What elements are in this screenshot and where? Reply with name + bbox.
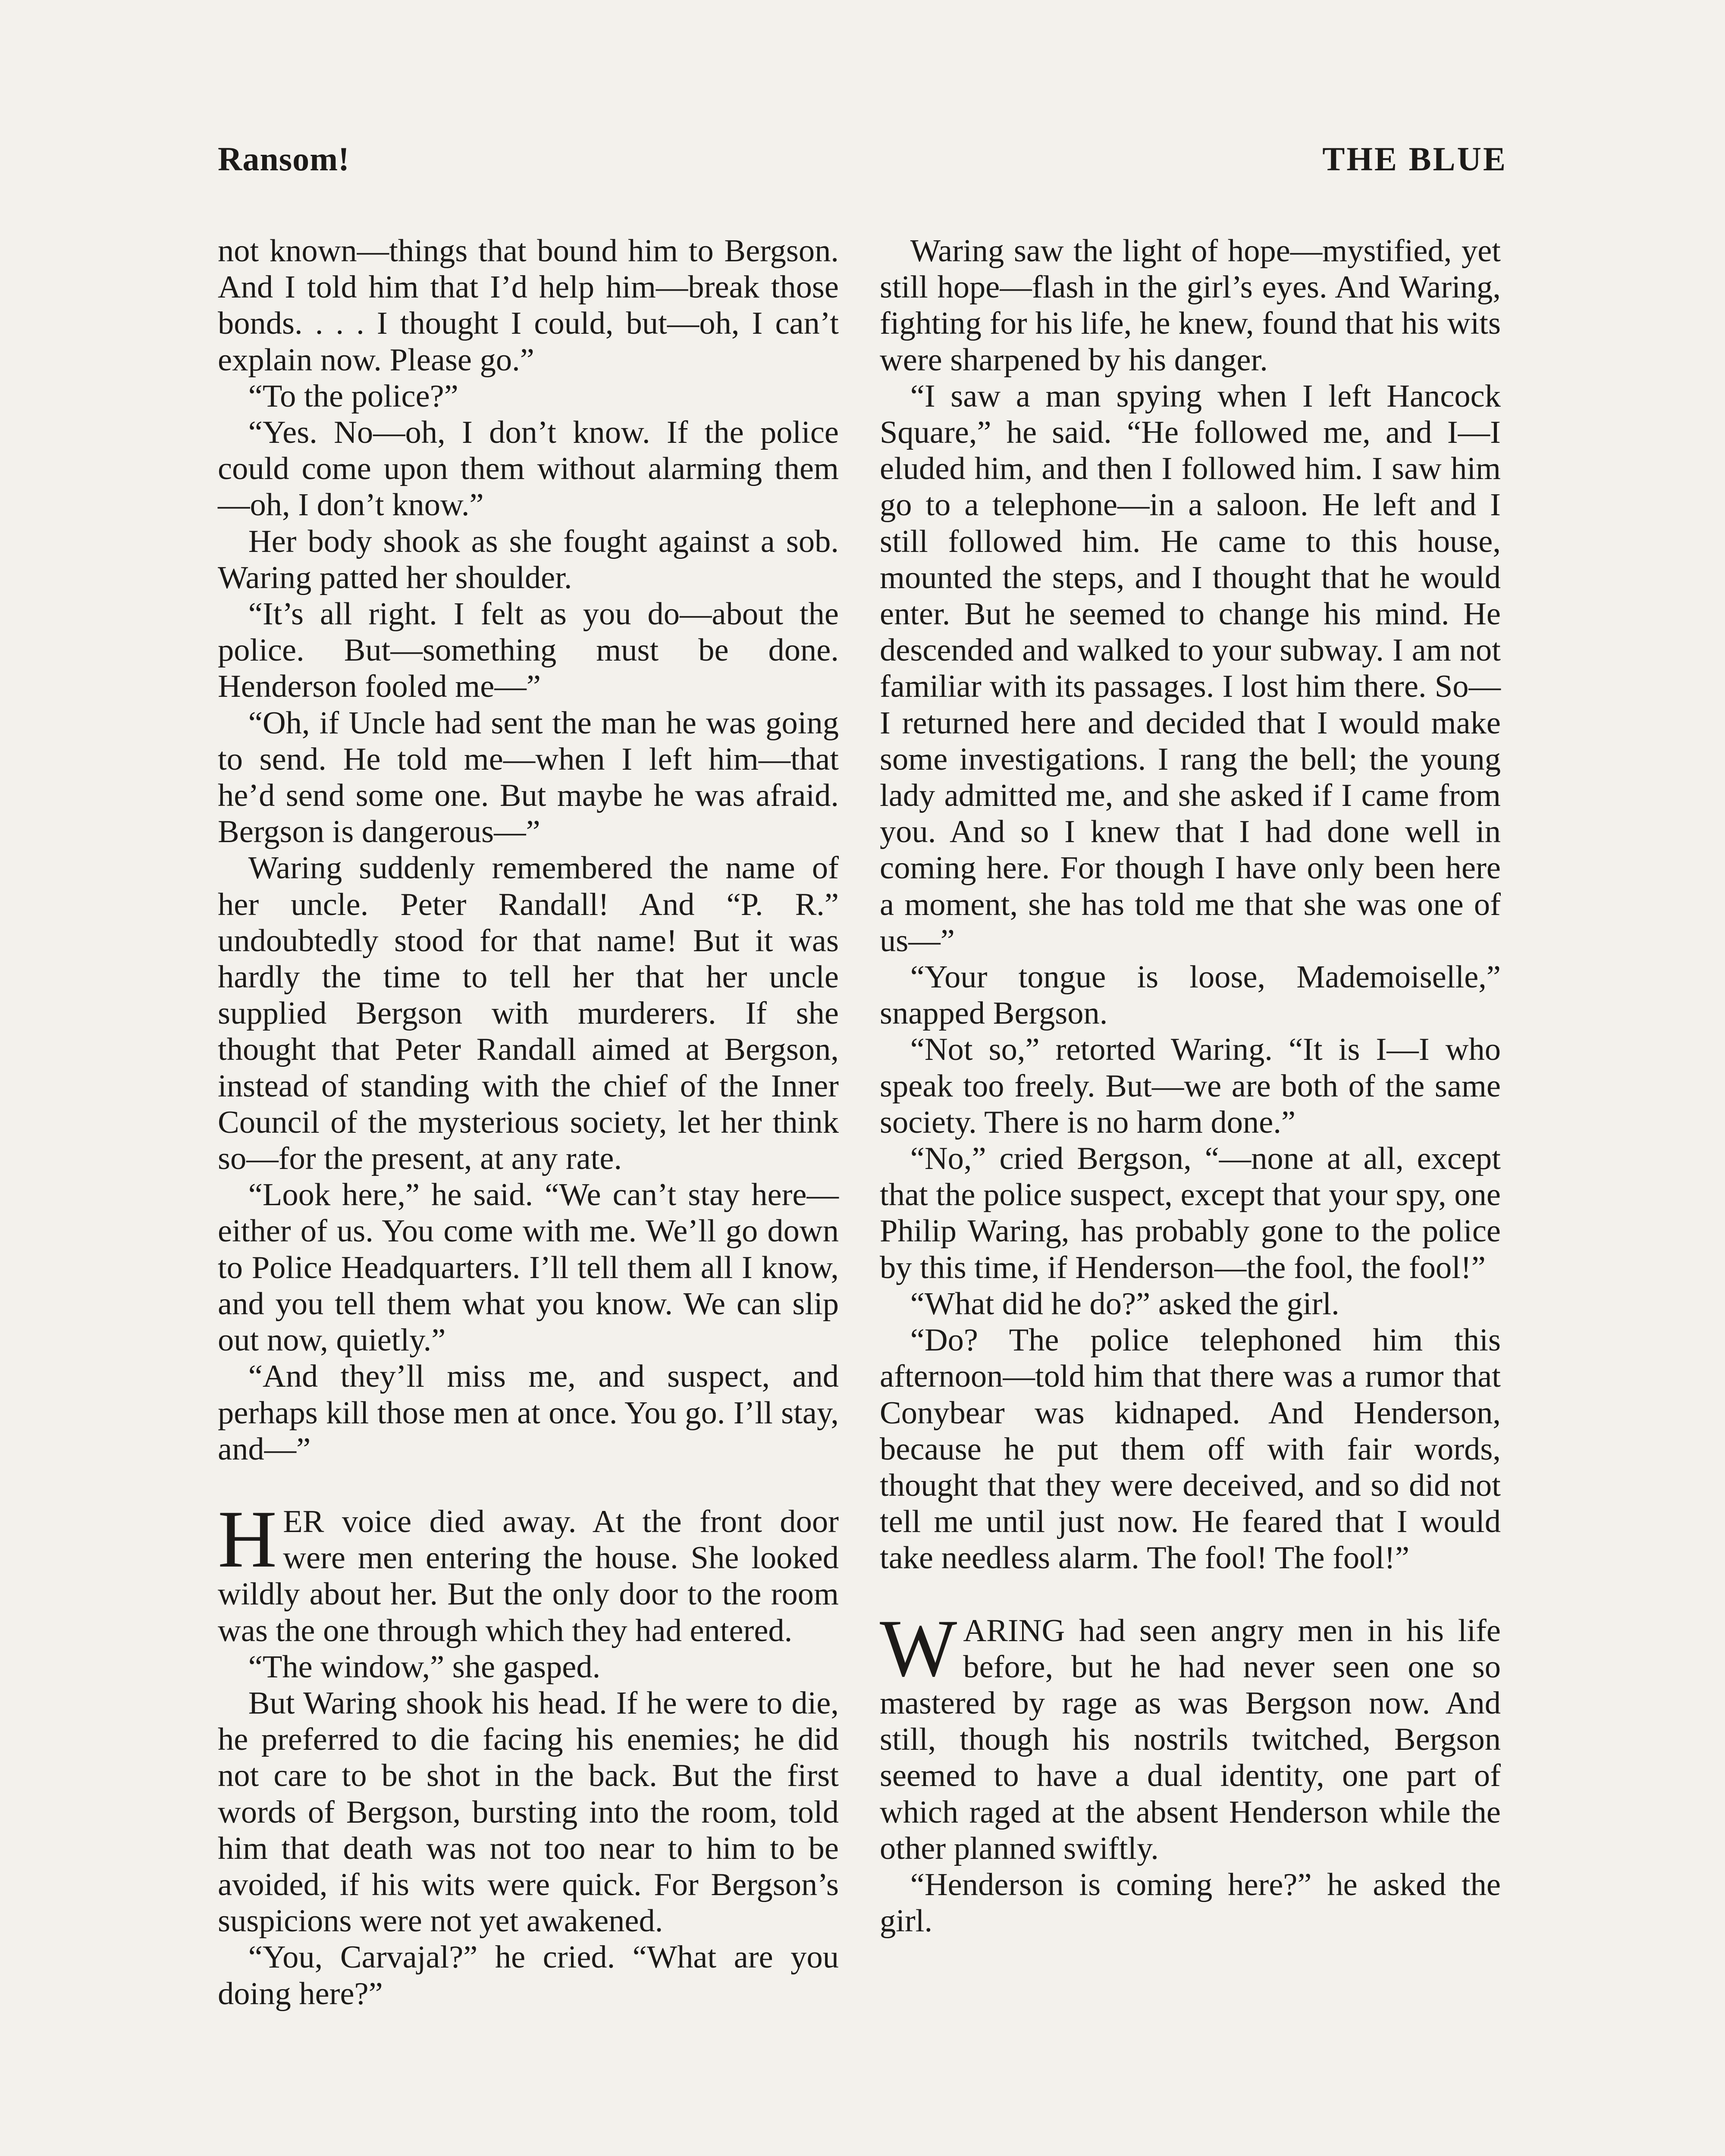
running-head-title: Ransom! [218,140,350,178]
left-column [218,233,839,2012]
paragraph: “Your tongue is loose, Mademoiselle,” snapped Bergson. [880,959,1501,1031]
paragraph: “Henderson is coming here?” he asked the girl. [880,1867,1501,1939]
paragraph: “You, Carvajal?” he cried. “What are you doing here?” [218,1940,839,2012]
paragraph: “And they’ll miss me, and suspect, and perhaps kill those men at once. You go. I’ll stay, and—” [218,1359,839,1467]
paragraph: Her body shook as she fought against a sob. Waring patted her shoulder. [218,523,839,595]
paragraph: not known—things that bound him to Bergson. And I told him that I’d help him—break those bonds. . . . I thought I could, but—oh, I can’t explain now. Please go.” [218,233,839,378]
paragraph: “To the police?” [248,378,458,414]
paragraph: “No,” cried Bergson, “—none at all, except that the police suspect, except that your spy, one Philip Waring, has probably gone to the police by this time, if Henderson—the fool, the fool!” [880,1141,1501,1285]
paragraph: “The window,” she gasped. [248,1649,601,1685]
section-opening-paragraph [218,1494,839,1649]
section-opening-paragraph [880,1603,1501,1867]
paragraph: “Look here,” he said. “We can’t stay here—either of us. You come with me. We’ll go down to Police Headquarters. I’ll tell them all I know, and you tell them what you know. We can slip out now, quietly.” [218,1177,839,1358]
paragraph: “Oh, if Uncle had sent the man he was going to send. He told me—when I left him—that he’d send some one. But maybe he was afraid. Bergson is dangerous—” [218,705,839,850]
paragraph: Waring suddenly remembered the name of her uncle. Peter Randall! And “P. R.” undoubtedly stood for that name! But it was hardly the time to tell her that her uncle supplied Bergson with murderers. If she thought that Peter Randall aimed at Bergson, instead of standing with the chief of the Inner Council of the mysterious society, let her think so—for the present, at any rate. [218,850,839,1177]
paragraph: But Waring shook his head. If he were to die, he preferred to die facing his enemies; he did not care to be shot in the back. But the first words of Bergson, bursting into the room, told him that death was not too near to him to be avoided, if his wits were quick. For Bergson’s suspicions were not yet awakened. [218,1685,839,1939]
paragraph-text: ARING had seen angry men in his life before, but he had never seen one so mastered by rage as was Bergson now. And still, though his nostrils twitched, Bergson seemed to have a dual identity, one part of which raged at the absent Henderson while the other planned swiftly. [880,1613,1501,1866]
paragraph: “It’s all right. I felt as you do—about the police. But—something must be done. Henderson fooled me—” [218,596,839,705]
paragraph: “Yes. No—oh, I don’t know. If the police could come upon them without alarming them—oh, I don’t know.” [218,415,839,523]
paragraph: “Do? The police telephoned him this afternoon—told him that there was a rumor that Conybear was kidnaped. And Henderson, because he put them off with fair words, thought that they were deceived, and so did not tell me until just now. He feared that I would take needless alarm. The fool! The fool!” [880,1322,1501,1576]
drop-cap: H [218,1494,277,1585]
running-head-magazine: THE BLUE [1322,140,1507,178]
right-column [880,233,1501,1939]
paragraph: “What did he do?” asked the girl. [910,1286,1339,1322]
paragraph: “I saw a man spying when I left Hancock Square,” he said. “He followed me, and I—I eluded him, and then I followed him. I saw him go to a telephone—in a saloon. He left and I still followed him. He came to this house, mounted the steps, and I thought that he would enter. But he seemed to change his mind. He descended and walked to your subway. I am not familiar with its passages. I lost him there. So—I returned here and decided that I would make some investigations. I rang the bell; the young lady admitted me, and she asked if I came from you. And so I knew that I had done well in coming here. For though I have only been here a moment, she has told me that she was one of us—” [880,378,1501,959]
paragraph: “Not so,” retorted Waring. “It is I—I who speak too freely. But—we are both of the same society. There is no harm done.” [880,1032,1501,1140]
drop-cap: W [880,1603,957,1694]
paragraph: Waring saw the light of hope—mystified, yet still hope—flash in the girl’s eyes. And Waring, fighting for his life, he knew, found that his wits were sharpened by his danger. [880,233,1501,378]
paragraph-text: ER voice died away. At the front door were men entering the house. She looked wildly about her. But the only door to the room was the one through which they had entered. [218,1504,839,1648]
